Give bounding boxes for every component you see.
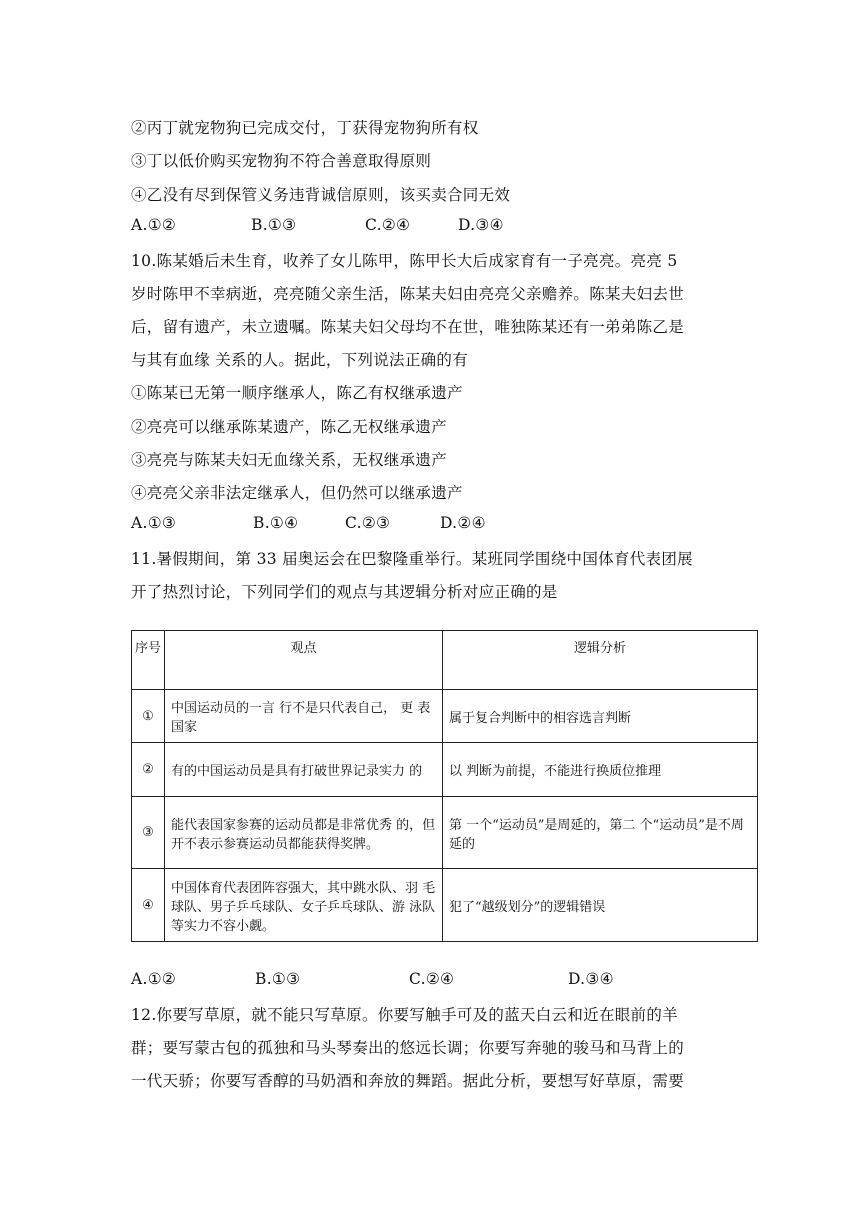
q10-option-a[interactable]: A.①③	[131, 514, 177, 532]
q9-option-c[interactable]: C.②④	[365, 216, 411, 234]
q9-option-b[interactable]: B.①③	[251, 216, 297, 234]
q9-option-a[interactable]: A.①②	[131, 216, 177, 234]
q10-statement-4: ④亮亮父亲非法定继承人，但仍然可以继承遗产	[131, 484, 463, 502]
row-view: 中国体育代表团阵容强大，其中跳水队、羽 毛球队、男子乒乓球队、女子乒乓球队、游 泳队等实力不容小觑。	[165, 869, 443, 942]
row-number: ①	[132, 690, 165, 743]
q10-statement-2: ②亮亮可以继承陈某遗产，陈乙无权继承遗产	[131, 418, 448, 436]
logic-analysis-table	[131, 630, 758, 942]
q10-option-b[interactable]: B.①④	[253, 514, 299, 532]
q11-options	[131, 970, 614, 988]
q12-stem-line-2: 群；要写蒙古包的孤独和马头琴奏出的悠远长调；你要写奔驰的骏马和马背上的	[131, 1039, 685, 1057]
header-analysis: 逻辑分析	[443, 631, 758, 690]
row-analysis: 属于复合判断中的相容选言判断	[443, 690, 758, 743]
q9-statement-3: ③丁以低价购买宠物狗不符合善意取得原则	[131, 152, 432, 170]
table-row	[132, 869, 758, 942]
q9-options	[131, 216, 504, 234]
q11-stem-line-1: 11.暑假期间，第 33 届奥运会在巴黎隆重举行。某班同学围绕中国体育代表团展	[131, 550, 693, 568]
table-row	[132, 690, 758, 743]
q9-statement-2: ②丙丁就宠物狗已完成交付，丁获得宠物狗所有权	[131, 119, 479, 137]
row-number: ③	[132, 797, 165, 869]
q10-option-d[interactable]: D.②④	[440, 514, 486, 532]
q10-options	[131, 514, 486, 532]
row-view: 有的中国运动员是具有打破世界记录实力 的	[165, 743, 443, 797]
q12-stem-line-1: 12.你要写草原，就不能只写草原。你要写触手可及的蓝天白云和近在眼前的羊	[131, 1006, 678, 1024]
q11-option-d[interactable]: D.③④	[568, 970, 614, 988]
row-number: ②	[132, 743, 165, 797]
q9-option-d[interactable]: D.③④	[458, 216, 504, 234]
q11-option-b[interactable]: B.①③	[255, 970, 301, 988]
table-header-row	[132, 631, 758, 690]
row-analysis: 以 判断为前提，不能进行换质位推理	[443, 743, 758, 797]
q10-stem-line-4: 与其有血缘 关系的人。据此，下列说法正确的有	[131, 351, 469, 369]
q10-stem-line-3: 后，留有遗产，未立遗嘱。陈某夫妇父母均不在世，唯独陈某还有一弟弟陈乙是	[131, 318, 685, 336]
q11-stem-line-2: 开了热烈讨论，下列同学们的观点与其逻辑分析对应正确的是	[131, 583, 558, 601]
q10-statement-3: ③亮亮与陈某夫妇无血缘关系，无权继承遗产	[131, 451, 448, 469]
table-row	[132, 797, 758, 869]
row-view: 中国运动员的一言 行不是只代表自己， 更 表国家	[165, 690, 443, 743]
q11-option-a[interactable]: A.①②	[131, 970, 177, 988]
row-analysis: 犯了“越级划分”的逻辑错误	[443, 869, 758, 942]
q10-statement-1: ①陈某已无第一顺序继承人，陈乙有权继承遗产	[131, 384, 463, 402]
q10-stem-line-2: 岁时陈甲不幸病逝，亮亮随父亲生活，陈某夫妇由亮亮父亲赡养。陈某夫妇去世	[131, 285, 685, 303]
table-row	[132, 743, 758, 797]
q11-option-c[interactable]: C.②④	[409, 970, 455, 988]
header-view: 观点	[165, 631, 443, 690]
row-view: 能代表国家参赛的运动员都是非常优秀 的，但开不表示参赛运动员都能获得奖牌。	[165, 797, 443, 869]
q9-statement-4: ④乙没有尽到保管义务违背诚信原则，该买卖合同无效	[131, 186, 511, 204]
q10-stem-line-1: 10.陈某婚后未生育，收养了女儿陈甲，陈甲长大后成家育有一子亮亮。亮亮 5	[131, 252, 678, 270]
header-number: 序号	[132, 631, 165, 690]
row-number: ④	[132, 869, 165, 942]
q10-option-c[interactable]: C.②③	[345, 514, 391, 532]
row-analysis: 第 一个“运动员”是周延的，第二 个“运动员”是不周延的	[443, 797, 758, 869]
q12-stem-line-3: 一代天骄；你要写香醇的马奶酒和奔放的舞蹈。据此分析，要想写好草原，需要	[131, 1072, 685, 1090]
